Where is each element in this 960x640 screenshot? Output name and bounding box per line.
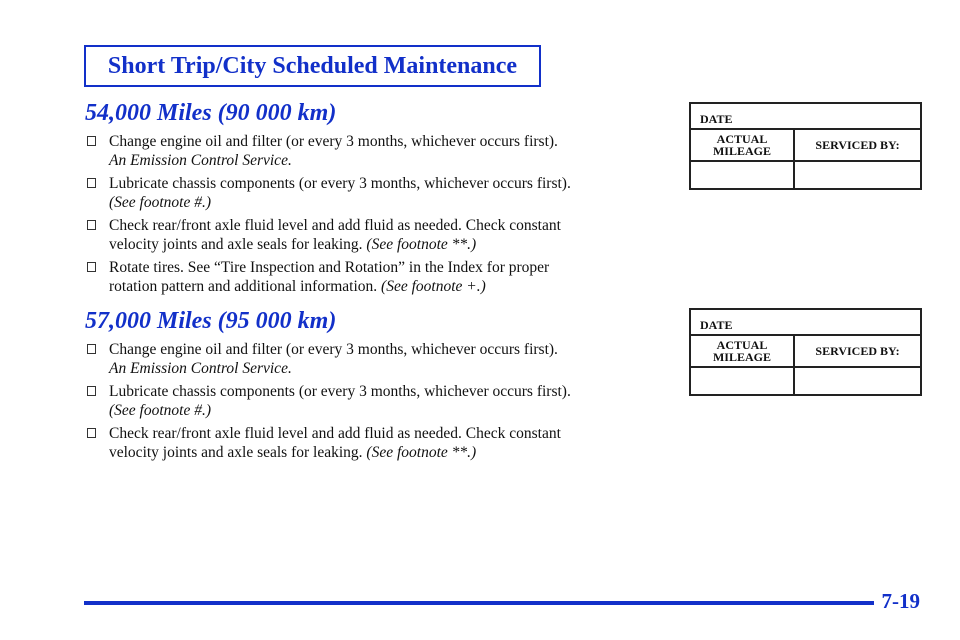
item-text: velocity joints and axle seals for leaking. (109, 236, 363, 253)
checkbox-icon[interactable] (87, 220, 96, 230)
item-text: Lubricate chassis components (or every 3 months, whichever occurs first). (109, 383, 571, 400)
footer-rule (84, 601, 874, 605)
section-heading: 54,000 Miles (90 000 km) (85, 100, 337, 126)
item-note: (See footnote +.) (381, 278, 486, 295)
checklist-item (85, 132, 675, 170)
page-title: Short Trip/City Scheduled Maintenance (107, 52, 518, 79)
actual-mileage-header: ACTUAL MILEAGE (691, 336, 795, 368)
date-label: DATE (691, 104, 920, 130)
checkbox-icon[interactable] (87, 136, 96, 146)
item-note: (See footnote **.) (366, 444, 477, 461)
serviced-by-entry-field[interactable] (795, 162, 920, 188)
item-note: (See footnote #.) (109, 402, 212, 419)
mileage-entry-field[interactable] (691, 162, 795, 188)
page-number: 7-19 (881, 589, 920, 613)
checkbox-icon[interactable] (87, 344, 96, 354)
item-note: An Emission Control Service. (109, 360, 292, 377)
serviced-by-header: SERVICED BY: (795, 130, 920, 162)
item-text: Check rear/front axle fluid level and add fluid as needed. Check constant (109, 425, 561, 442)
page-header (84, 45, 541, 87)
item-text: Change engine oil and filter (or every 3 months, whichever occurs first). (109, 341, 558, 358)
serviced-by-header: SERVICED BY: (795, 336, 920, 368)
item-text: Check rear/front axle fluid level and add fluid as needed. Check constant (109, 217, 561, 234)
maintenance-section-54000 (85, 98, 675, 296)
item-text: Lubricate chassis components (or every 3 months, whichever occurs first). (109, 175, 571, 192)
checklist-item (85, 424, 675, 462)
checkbox-icon[interactable] (87, 262, 96, 272)
actual-mileage-header: ACTUAL MILEAGE (691, 130, 795, 162)
section-heading: 57,000 Miles (95 000 km) (85, 308, 337, 334)
item-note: An Emission Control Service. (109, 152, 292, 169)
checkbox-icon[interactable] (87, 428, 96, 438)
checkbox-icon[interactable] (87, 386, 96, 396)
mileage-entry-field[interactable] (691, 368, 795, 394)
item-text: Change engine oil and filter (or every 3 months, whichever occurs first). (109, 133, 558, 150)
checklist-item (85, 216, 675, 254)
checkbox-icon[interactable] (87, 178, 96, 188)
item-text: rotation pattern and additional information. (109, 278, 378, 295)
item-note: (See footnote #.) (109, 194, 212, 211)
checklist-item (85, 382, 675, 420)
service-log-table (689, 102, 922, 190)
item-text: Rotate tires. See “Tire Inspection and Rotation” in the Index for proper (109, 259, 550, 276)
date-label: DATE (691, 310, 920, 336)
item-note: (See footnote **.) (366, 236, 477, 253)
service-log-table (689, 308, 922, 396)
serviced-by-entry-field[interactable] (795, 368, 920, 394)
item-text: velocity joints and axle seals for leaking. (109, 444, 363, 461)
checklist-item (85, 174, 675, 212)
checklist-item (85, 340, 675, 378)
checklist-item (85, 258, 675, 296)
maintenance-section-57000 (85, 306, 675, 462)
